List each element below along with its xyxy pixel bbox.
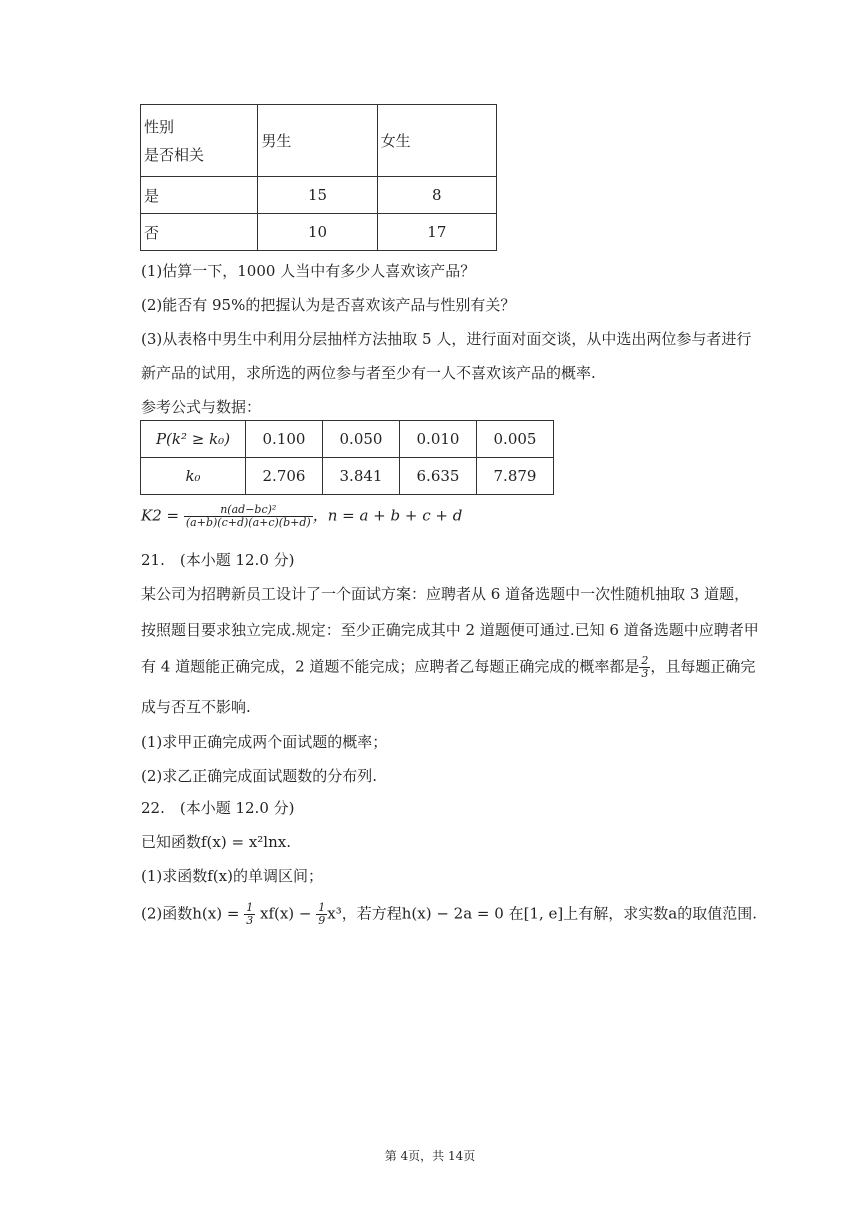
header-bottom-label: 是否相关 <box>144 145 205 164</box>
q21-title: 21. (本小题 12.0 分) <box>141 551 295 569</box>
fraction-denominator: 3 <box>246 914 254 927</box>
header-male: 男生 <box>258 105 377 177</box>
fraction-one-ninth <box>316 902 327 927</box>
table-row <box>141 421 554 458</box>
q21-line2: 按照题目要求独立完成.规定：至少正确完成其中 2 道题便可通过.已知 6 道备选题中应聘者甲 <box>141 621 759 639</box>
q22-line1: 已知函数f(x) = x²lnx. <box>141 833 291 851</box>
q20-part3-line2: 新产品的试用，求所选的两位参与者至少有一人不喜欢该产品的概率. <box>141 364 596 382</box>
formula-fraction <box>184 504 313 529</box>
row-label: P(k² ≥ k₀) <box>141 421 246 458</box>
q22-part2-mid: xf(x) − <box>259 904 312 923</box>
q21-line3-text: 有 4 道题能正确完成，2 道题不能完成；应聘者乙每题正确完成的概率都是 <box>141 657 640 676</box>
cell-value: 0.005 <box>477 421 554 458</box>
formula-rest: ，n = a + b + c + d <box>312 506 463 525</box>
cell-value: 0.050 <box>323 421 400 458</box>
q21-line4: 成与否互不影响. <box>141 698 251 716</box>
fraction-numerator: 1 <box>246 901 254 914</box>
cell-value: 3.841 <box>323 458 400 495</box>
page-footer: 第 4页，共 14页 <box>384 1149 476 1163</box>
formula-denominator: (a+b)(c+d)(a+c)(b+d) <box>185 516 311 529</box>
q21-part2: (2)求乙正确完成面试题数的分布列. <box>141 767 378 785</box>
survey-table <box>140 104 497 251</box>
cell-value: 15 <box>258 177 377 214</box>
fraction-numerator: 1 <box>318 901 326 914</box>
cell-value: 10 <box>258 214 377 251</box>
header-top-label: 性别 <box>144 117 175 136</box>
table-header-row <box>141 105 497 177</box>
row-label: 是 <box>141 177 258 214</box>
header-female: 女生 <box>377 105 496 177</box>
table-row <box>141 214 497 251</box>
q22-part2-tail: x³，若方程h(x) − 2a = 0 在[1, e]上有解，求实数a的取值范围. <box>327 904 757 923</box>
q21-line3 <box>141 655 755 680</box>
cell-value: 2.706 <box>246 458 323 495</box>
critical-value-table <box>140 420 554 495</box>
q21-part1: (1)求甲正确完成两个面试题的概率； <box>141 733 388 751</box>
table-row <box>141 458 554 495</box>
fraction-numerator: 2 <box>641 654 649 667</box>
q20-part1: (1)估算一下，1000 人当中有多少人喜欢该产品？ <box>141 262 476 280</box>
q21-line1: 某公司为招聘新员工设计了一个面试方案：应聘者从 6 道备选题中一次性随机抽取 3 道题， <box>141 585 750 603</box>
q22-title: 22. (本小题 12.0 分) <box>141 799 295 817</box>
q22-part2-text: (2)函数h(x) = <box>141 904 240 923</box>
q20-part2: (2)能否有 95%的把握认为是否喜欢该产品与性别有关？ <box>141 296 516 314</box>
probability-fraction <box>639 655 650 680</box>
q21-line3-tail: ，且每题正确完 <box>650 657 756 676</box>
row-label: 否 <box>141 214 258 251</box>
reference-title: 参考公式与数据： <box>141 398 262 416</box>
row-label: k₀ <box>141 458 246 495</box>
q22-part2 <box>141 902 757 927</box>
cell-value: 0.100 <box>246 421 323 458</box>
chi-square-formula <box>141 504 462 529</box>
formula-numerator: n(ad−bc)² <box>184 504 313 517</box>
cell-value: 8 <box>377 177 496 214</box>
q20-part3-line1: (3)从表格中男生中利用分层抽样方法抽取 5 人，进行面对面交谈，从中选出两位参与者进行 <box>141 330 752 348</box>
cell-value: 17 <box>377 214 496 251</box>
cell-value: 7.879 <box>477 458 554 495</box>
q22-part1: (1)求函数f(x)的单调区间； <box>141 867 323 885</box>
table-row <box>141 177 497 214</box>
fraction-denominator: 3 <box>641 667 649 680</box>
cell-value: 0.010 <box>400 421 477 458</box>
header-diagonal-cell <box>141 105 258 177</box>
fraction-denominator: 9 <box>318 914 326 927</box>
fraction-one-third <box>244 902 255 927</box>
cell-value: 6.635 <box>400 458 477 495</box>
formula-lhs: K2 = <box>141 506 180 525</box>
